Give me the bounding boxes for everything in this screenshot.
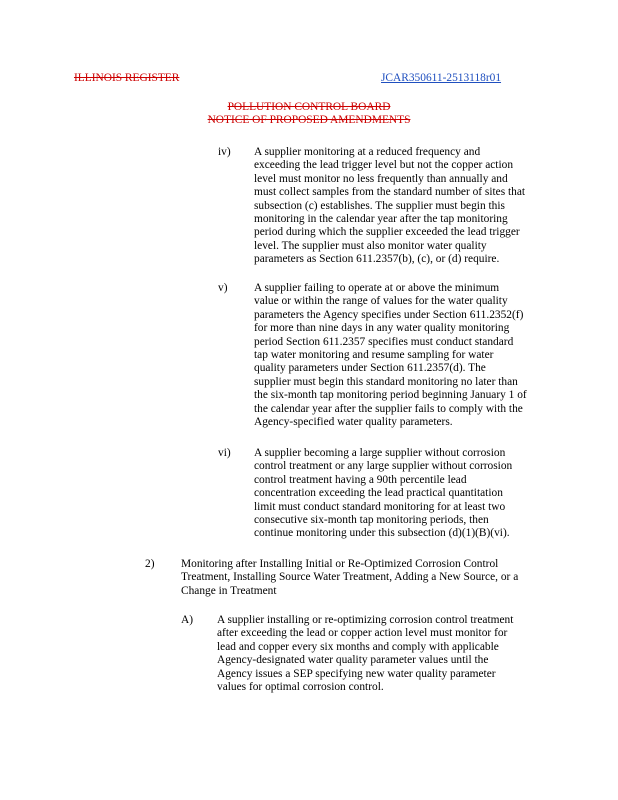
item-2-text	[181, 558, 518, 598]
header-id-prefix: JCAR350611-2513118	[381, 72, 486, 84]
item-2-label: 2)	[145, 558, 155, 570]
item-vi-line: control treatment or any large supplier without corrosion	[254, 460, 513, 473]
item-iv-line: subsection (c) establishes. The supplier must begin this	[254, 199, 505, 212]
item-vi-text	[254, 447, 512, 541]
title-notice: NOTICE OF PROPOSED AMENDMENTS	[207, 114, 411, 126]
item-vi-line: control treatment having a 90th percentile lead	[254, 473, 467, 486]
item-vi-label: vi)	[218, 447, 231, 459]
item-iv-line: period during which the supplier exceeded the lead trigger	[254, 226, 520, 239]
item-2-line: Treatment, Installing Source Water Treatment, Adding a New Source, or a	[181, 571, 519, 584]
item-vi-line: concentration exceeding the lead practical quantitation	[254, 487, 503, 500]
item-A-label: A)	[181, 614, 194, 626]
header-document-id	[381, 72, 501, 85]
item-iv-line: parameters as Section 611.2357(b), (c), or (d) require.	[254, 253, 500, 266]
item-v-text	[254, 282, 527, 429]
item-vi-line: limit must conduct standard monitoring for at least two	[254, 500, 506, 513]
item-iv-line: monitoring in the calendar year after the tap monitoring	[254, 213, 508, 226]
item-v-line: A supplier failing to operate at or above the minimum	[254, 282, 500, 294]
item-A-line: lead and copper every six months and comply with applicable	[217, 640, 499, 653]
item-v-line: the calendar year after the supplier fails to comply with the	[254, 402, 523, 415]
item-iv-label: iv)	[218, 146, 231, 158]
item-v-line: for more than nine days in any water quality monitoring	[254, 322, 510, 335]
item-A-line: Agency issues a SEP specifying new water quality parameter	[217, 667, 496, 680]
item-v-line: supplier must begin this standard monitoring no later than	[254, 375, 518, 388]
item-A-line: values for optimal corrosion control.	[217, 681, 384, 694]
item-vi-line: consecutive six-month tap monitoring periods, then	[254, 514, 489, 527]
item-v-line: Agency-specified water quality parameters.	[254, 416, 453, 429]
item-iv-text	[254, 146, 525, 267]
item-v-line: the six-month tap monitoring period beginning January 1 of	[254, 389, 527, 402]
item-vi-line: continue monitoring under this subsection (d)(1)(B)(vi).	[254, 527, 510, 540]
item-v-line: tap water monitoring and resume sampling for water	[254, 349, 494, 362]
item-iv-line: exceeding the lead trigger level but not the copper action	[254, 159, 514, 172]
title-board: POLLUTION CONTROL BOARD	[227, 101, 391, 113]
item-A-line: after exceeding the lead or copper action level must monitor for	[217, 627, 508, 640]
item-iv-line: level must monitor no less frequently than annually and	[254, 172, 508, 185]
item-v-line: period Section 611.2357 specifies must conduct standard	[254, 335, 514, 348]
item-iv-line: level. The supplier must also monitor water quality	[254, 239, 487, 252]
item-2-line: Monitoring after Installing Initial or Re-Optimized Corrosion Control	[181, 558, 499, 570]
item-A-text	[217, 614, 513, 694]
item-2-line: Change in Treatment	[181, 584, 277, 597]
item-v-line: parameters the Agency specifies under Section 611.2352(f)	[254, 308, 524, 321]
item-v-line: value or within the range of values for the water quality	[254, 295, 508, 308]
header-left-title: ILLINOIS REGISTER	[74, 72, 180, 84]
item-A-line: Agency-designated water quality parameter values until the	[217, 654, 489, 667]
item-vi-line: A supplier becoming a large supplier without corrosion	[254, 447, 506, 459]
item-iv-line: A supplier monitoring at a reduced frequency and	[254, 146, 481, 158]
item-v-label: v)	[218, 282, 228, 294]
item-v-line: quality parameters under Section 611.2357(d). The	[254, 362, 486, 375]
item-A-line: A supplier installing or re-optimizing corrosion control treatment	[217, 614, 514, 626]
header-id-suffix: r01	[485, 72, 502, 84]
item-iv-line: must collect samples from the standard number of sites that	[254, 186, 526, 199]
